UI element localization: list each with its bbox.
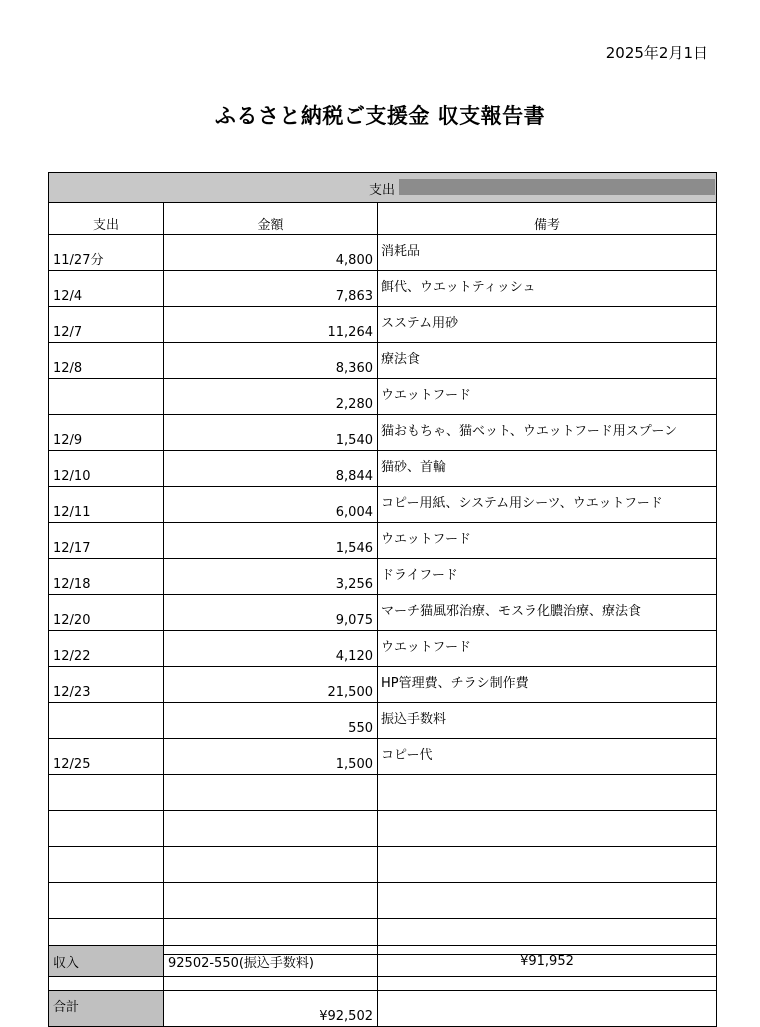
table-row [49,739,717,775]
amount-cell: 3,256 [164,559,378,595]
redacted-block [399,179,715,195]
note-cell: マーチ猫風邪治療、モスラ化膿治療、療法食 [378,595,717,631]
amount-cell: 21,500 [164,667,378,703]
date-cell: 12/9 [49,415,164,451]
table-row [49,451,717,487]
table-row [49,307,717,343]
amount-cell [164,775,378,811]
amount-cell [164,847,378,883]
column-header-note: 備考 [378,203,717,235]
amount-cell: 2,280 [164,379,378,415]
date-cell: 12/10 [49,451,164,487]
income-formula: 92502-550(振込手数料) [164,946,378,977]
date-cell [49,883,164,919]
date-cell: 12/17 [49,523,164,559]
amount-cell: 7,863 [164,271,378,307]
amount-cell: 8,360 [164,343,378,379]
page-title: ふるさと納税ご支援金 収支報告書 [214,104,546,128]
date-cell: 12/18 [49,559,164,595]
note-cell: ウエットフード [378,523,717,559]
table-row [49,559,717,595]
total-value: ¥92,502 [164,991,378,1027]
date-cell [49,703,164,739]
date-cell: 12/11 [49,487,164,523]
note-cell: 餌代、ウエットティッシュ [378,271,717,307]
table-row [49,847,717,883]
table-row [49,235,717,271]
date-cell [49,775,164,811]
note-cell [378,883,717,919]
income-table [48,945,717,977]
total-row [49,991,717,1027]
column-header-amount: 金額 [164,203,378,235]
table-row [49,379,717,415]
date-cell: 12/20 [49,595,164,631]
income-row [49,946,717,977]
date-cell: 12/23 [49,667,164,703]
amount-cell: 6,004 [164,487,378,523]
table-row [49,343,717,379]
date-cell: 12/8 [49,343,164,379]
note-cell [378,847,717,883]
table-row [49,415,717,451]
table-row [49,775,717,811]
amount-cell: 4,800 [164,235,378,271]
column-header-expense: 支出 [49,203,164,235]
total-label: 合計 [49,991,164,1027]
amount-cell: 550 [164,703,378,739]
date-cell [49,811,164,847]
table-row [49,703,717,739]
note-cell: ウエットフード [378,631,717,667]
note-cell: ウエットフード [378,379,717,415]
date-cell: 12/7 [49,307,164,343]
amount-cell [164,883,378,919]
note-cell: コピー代 [378,739,717,775]
table-row [49,667,717,703]
table-row [49,595,717,631]
date-cell: 12/4 [49,271,164,307]
amount-cell: 9,075 [164,595,378,631]
amount-cell: 1,546 [164,523,378,559]
amount-cell [164,811,378,847]
note-cell: HP管理費、チラシ制作費 [378,667,717,703]
date-cell [49,379,164,415]
total-note-cell [378,991,717,1027]
amount-cell: 4,120 [164,631,378,667]
note-cell: 猫おもちゃ、猫ベット、ウエットフード用スプーン [378,415,717,451]
note-cell: 振込手数料 [378,703,717,739]
date-cell: 12/25 [49,739,164,775]
note-cell: ドライフード [378,559,717,595]
date-cell [49,847,164,883]
column-header-row [49,203,717,235]
expense-section-label: 支出 [369,183,396,198]
amount-cell: 8,844 [164,451,378,487]
table-row [49,631,717,667]
date-cell: 12/22 [49,631,164,667]
date-cell: 11/27分 [49,235,164,271]
note-cell: 療法食 [378,343,717,379]
table-row [49,883,717,919]
income-value: ¥91,952 [378,946,717,977]
income-label: 収入 [49,946,164,977]
amount-cell: 1,500 [164,739,378,775]
note-cell: スステム用砂 [378,307,717,343]
note-cell [378,811,717,847]
note-cell: 猫砂、首輪 [378,451,717,487]
table-row [49,487,717,523]
note-cell: コピー用紙、システム用シーツ、ウエットフード [378,487,717,523]
note-cell: 消耗品 [378,235,717,271]
report-date: 2025年2月1日 [605,44,708,62]
expense-section-header [49,173,717,203]
amount-cell: 11,264 [164,307,378,343]
note-cell [378,775,717,811]
table-row [49,271,717,307]
table-row [49,811,717,847]
table-row [49,523,717,559]
amount-cell: 1,540 [164,415,378,451]
expense-table [48,172,717,1027]
